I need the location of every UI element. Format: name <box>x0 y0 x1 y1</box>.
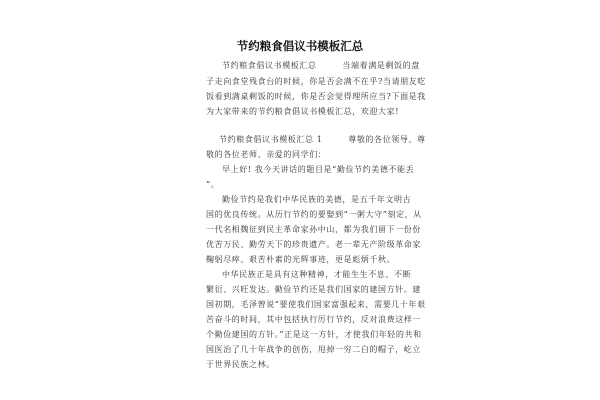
intro-line-4: 为大家带来的节约粮食倡议书模板汇总，欢迎大家! <box>206 107 400 116</box>
intro-line-1: 节约粮食倡议书模板汇总 当端着满是剩饭的盘 <box>222 61 420 70</box>
intro-line-3: 饭看到满桌剩饭的时候，你是否会觉得理所应当?下面是我 <box>206 92 426 101</box>
body-line: 优苦万民、勤劳天下的珍贵遗产。老一辈无产阶级革命家 <box>206 240 421 249</box>
body-line: 苦奋斗的时间，其中包括执行厉行节约，反对浪费这样一 <box>206 315 421 324</box>
body-line: 于世界民族之林。 <box>206 360 275 369</box>
document-title: 节约粮食倡议书模板汇总 <box>236 39 364 53</box>
body-line: 国医治了几十年战争的创伤，甩掉一穷二白的帽子，屹立 <box>206 345 421 354</box>
body-line: ”。 <box>206 180 220 189</box>
body-line: 勤俭节约是我们中华民族的美德，是五千年文明古 <box>222 195 412 204</box>
body-line: 一代名相魏征到民主革命家孙中山，都为我们留下一份份 <box>206 225 421 234</box>
intro-line-2: 子走向食堂残食台的时候，你是否会满不在乎?当请朋友吃 <box>206 77 426 86</box>
body-line: 国的优良传统。从历行节约的要娶到“一粥大守”刻定，从 <box>206 210 422 219</box>
section-heading: 节约粮食倡议书模板汇总 1 尊敬的各位领导、尊 <box>219 135 426 144</box>
body-line: 个勤俭建国的方针。”正是这一方针，才使我们年轻的共和 <box>206 330 422 339</box>
body-line: 鞠躬尽瘁、艰苦朴素的光辉事迹，更是彪炳千秋。 <box>206 255 396 264</box>
body-line: 敬的各位老师、亲爱的同学们： <box>206 150 327 159</box>
body-line: 早上好! 我今天讲话的题目是“勤俭节约美德不能丢 <box>222 165 415 174</box>
body-line: 繁衍、兴旺发达。勤俭节约还是我们国家的建国方针。建 <box>206 285 421 294</box>
body-line: 国初期，毛泽曾说“要使我们国家富强起来，需要几十年艰 <box>206 300 426 309</box>
body-line: 中华民族正是具有这种精神，才能生生不息、不断 <box>222 270 412 279</box>
